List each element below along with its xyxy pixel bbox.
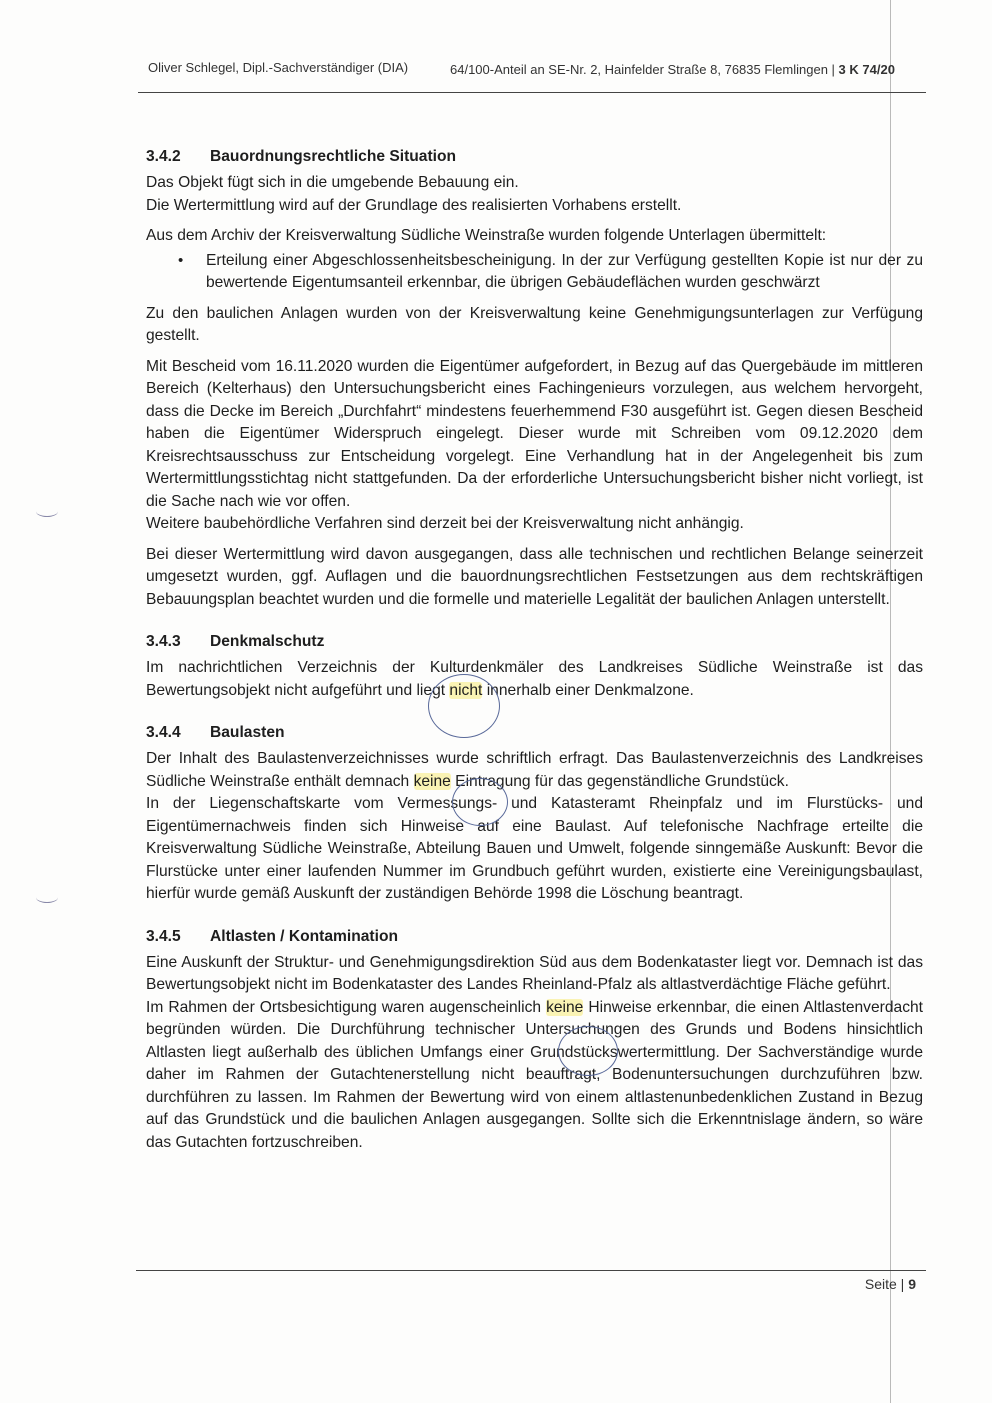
section-heading	[146, 926, 923, 948]
section-heading	[146, 146, 923, 168]
section-number: 3.4.4	[146, 724, 181, 741]
list-item-text: Erteilung einer Abgeschlossenheitsbescheinigung. In der zur Verfügung gestellten Kopie ist nur der zu bewertende Eigentumsanteil erkennbar, die übrigen Gebäudeflächen wurden geschwärzt	[206, 251, 923, 291]
text-run: Im nachrichtlichen Verzeichnis der Kulturdenkmäler des Landkreises Südliche Weinstraße ist das Bewertungsobjekt nicht aufgeführt und liegt	[146, 659, 923, 699]
paragraph: Das Objekt fügt sich in die umgebende Bebauung ein.	[146, 174, 519, 191]
header-case-number: 3 K 74/20	[838, 62, 895, 77]
paragraph	[146, 997, 923, 1155]
section-title: Baulasten	[210, 724, 285, 741]
paragraph: Zu den baulichen Anlagen wurden von der Kreisverwaltung keine Genehmigungsunterlagen zur Verfügung gestellt.	[146, 304, 923, 344]
section-title: Bauordnungsrechtliche Situation	[210, 148, 457, 165]
text-run: Hinweise erkennbar, die einen Altlastenverdacht begründen würden. Die Durchführung technischer Untersuchungen des Grunds und Bodens hinsichtlich Altlasten liegt außerhalb des üblichen Umfangs einer Grundstückswertermittlung. Der Sachverständige wurde daher im Rahmen der Gutachtenerstellung nicht beauftragt, Bodenuntersuchungen durchzuführen bzw. durchführen zu lassen. Im Rahmen der Bewertung wird von einem altlastenunbedenklichen Zustand in Bezug auf das Grundstück und die baulichen Anlagen ausgegangen. Sollte sich die Erkenntnislage ändern, so wäre das Gutachten fortzuschreiben.	[146, 998, 923, 1151]
page-number	[865, 1276, 916, 1292]
section-3-4-2	[146, 146, 923, 611]
header-author: Oliver Schlegel, Dipl.-Sachverständiger (DIA)	[148, 60, 409, 75]
section-heading	[146, 631, 923, 653]
pen-circle-mark	[558, 1026, 618, 1076]
page-label: Seite |	[864, 1276, 909, 1292]
paragraph: Aus dem Archiv der Kreisverwaltung Südliche Weinstraße wurden folgende Unterlagen übermittelt:	[146, 227, 827, 244]
paragraph: Eine Auskunft der Struktur- und Genehmigungsdirektion Süd aus dem Bodenkataster liegt vor. Demnach ist das Bewertungsobjekt nicht im Bodenkataster des Landes Rheinland-Pfalz als altlastverdächtige Fläche geführt.	[146, 953, 923, 993]
bullet-icon: •	[178, 251, 184, 269]
section-3-4-5	[146, 926, 923, 1155]
section-3-4-4	[146, 722, 923, 906]
highlighted-word: keine	[413, 772, 451, 790]
section-heading	[146, 722, 923, 744]
paragraph: Weitere baubehördliche Verfahren sind derzeit bei der Kreisverwaltung nicht anhängig.	[146, 515, 744, 532]
highlighted-word: nicht	[449, 681, 483, 699]
section-number: 3.4.3	[146, 633, 181, 650]
bullet-list	[146, 250, 923, 295]
section-title: Altlasten / Kontamination	[210, 927, 399, 945]
section-number: 3.4.5	[146, 927, 181, 945]
document-body	[146, 146, 923, 1154]
paragraph: Bei dieser Wertermittlung wird davon ausgegangen, dass alle technischen und rechtlichen Belange seinerzeit umgesetzt wurden, ggf. Auflagen und die bauordnungsrechtlichen Festsetzungen aus dem rechtskräftigen Bebauungsplan beachtet wurden und die formelle und materielle Legalität der baulichen Anlagen unterstellt.	[146, 545, 923, 608]
text-run: Im Rahmen der Ortsbesichtigung waren augenscheinlich	[146, 998, 547, 1016]
highlighted-word: keine	[546, 998, 584, 1016]
section-3-4-3	[146, 631, 923, 702]
paragraph	[146, 748, 923, 793]
paragraph: Mit Bescheid vom 16.11.2020 wurden die Eigentümer aufgefordert, in Bezug auf das Quergebäude im mittleren Bereich (Kelterhaus) den Untersuchungsbericht eines Fachingenieurs vorzulegen, aus welchem hervorgeht, dass die Decke im Bereich „Durchfahrt“ mindestens feuerhemmend F30 ausgeführt ist. Gegen diesen Bescheid haben die Eigentümer Widerspruch eingelegt. Dieser wurde mit Schreiben vom 09.12.2020 dem Kreisrechtsausschuss zur Entscheidung vorgelegt. Eine Verhandlung hat in der Angelegenheit bis zum Wertermittlungsstichtag nicht stattgefunden. Da der erforderliche Untersuchungsbericht bisher nicht vorliegt, ist die Sache nach wie vor offen.	[146, 357, 923, 510]
section-number: 3.4.2	[146, 148, 181, 165]
pen-circle-mark	[428, 674, 500, 738]
pen-circle-mark	[452, 778, 508, 826]
text-run: Eintragung für das gegenständliche Grundstück.	[450, 772, 789, 790]
header-rule	[138, 92, 926, 93]
list-item	[146, 250, 923, 295]
paragraph	[146, 657, 923, 702]
footer-rule	[136, 1270, 926, 1271]
page-number-value: 9	[908, 1276, 916, 1292]
text-run: innerhalb einer Denkmalzone.	[482, 681, 694, 699]
header-case-info	[450, 62, 895, 77]
margin-tick-mark	[36, 892, 58, 903]
paragraph: Die Wertermittlung wird auf der Grundlage des realisierten Vorhabens erstellt.	[146, 196, 682, 214]
paragraph: In der Liegenschaftskarte vom Vermessungs- und Katasteramt Rheinpfalz und im Flurstücks- und Eigentümernachweis finden sich Hinweise auf eine Baulast. Auf telefonische Nachfrage erteilte die Kreisverwaltung Südliche Weinstraße, Abteilung Bauen und Umwelt, folgende sinngemäße Auskunft: Bevor die Flurstücke unter einer laufenden Nummer im Grundbuch geführt wurden, existierte eine Vereinigungsbaulast, hierfür wurde gemäß Auskunft der zuständigen Behörde 1998 die Löschung beantragt.	[146, 795, 923, 902]
header-object: 64/100-Anteil an SE-Nr. 2, Hainfelder Straße 8, 76835 Flemlingen |	[450, 62, 839, 77]
section-title: Denkmalschutz	[210, 633, 325, 650]
margin-tick-mark	[36, 506, 58, 517]
text-run: Der Inhalt des Baulastenverzeichnisses wurde schriftlich erfragt. Das Baulastenverzeichnis des Landkreises Südliche Weinstraße enthält demnach	[146, 750, 923, 790]
